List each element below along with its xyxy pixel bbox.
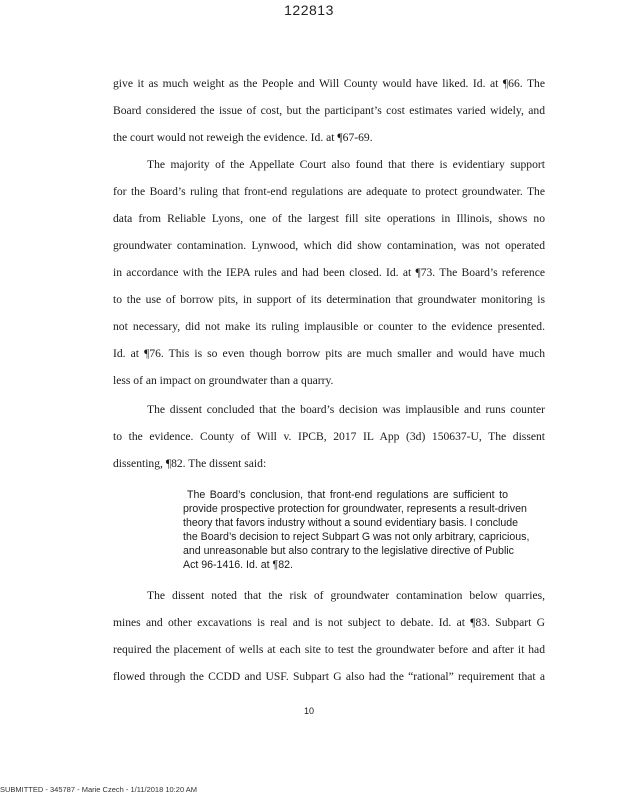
document-number: 122813 — [284, 2, 334, 18]
paragraph-line: Board considered the issue of cost, but the participant’s cost estimates varied widely, and — [113, 104, 545, 117]
paragraph-line: flowed through the CCDD and USF. Subpart G also had the “rational” requirement that a — [113, 670, 545, 683]
block-quote-line: theory that favors industry without a sound evidentiary basis. I conclude — [183, 517, 519, 529]
paragraph-line: required the placement of wells at each site to test the groundwater before and after it had — [113, 643, 545, 656]
paragraph-line: give it as much weight as the People and Will County would have liked. Id. at ¶66. The — [113, 77, 545, 90]
paragraph-line: Id. at ¶76. This is so even though borrow pits are much smaller and would have much — [113, 347, 545, 360]
paragraph-line: groundwater contamination. Lynwood, which did show contamination, was not operated — [113, 239, 545, 252]
submission-stamp: SUBMITTED - 345787 - Marie Czech - 1/11/2018 10:20 AM — [0, 785, 198, 794]
paragraph-line: less of an impact on groundwater than a quarry. — [113, 374, 334, 387]
block-quote-line: and unreasonable but also contrary to the legislative directive of Public — [183, 545, 514, 557]
paragraph-line: dissenting, ¶82. The dissent said: — [113, 457, 267, 470]
block-quote-line: provide prospective protection for groundwater, represents a result-driven — [183, 503, 527, 515]
paragraph-line: The majority of the Appellate Court also found that there is evidentiary support — [147, 158, 545, 171]
paragraph-line: The dissent noted that the risk of groundwater contamination below quarries, — [147, 589, 545, 602]
paragraph-line: for the Board’s ruling that front-end regulations are adequate to protect groundwater. The — [113, 185, 545, 198]
paragraph-line: to the use of borrow pits, in support of its determination that groundwater monitoring is — [113, 293, 545, 306]
paragraph-line: to the evidence. County of Will v. IPCB, 2017 IL App (3d) 150637-U, The dissent — [113, 430, 545, 443]
paragraph-line: The dissent concluded that the board’s decision was implausible and runs counter — [147, 403, 545, 416]
block-quote-line: the Board’s decision to reject Subpart G was not only arbitrary, capricious, — [183, 531, 530, 543]
page-number: 10 — [303, 706, 314, 716]
paragraph-line: not necessary, did not make its ruling implausible or counter to the evidence presented. — [113, 320, 545, 333]
block-quote-line: Act 96-1416. Id. at ¶82. — [183, 559, 293, 571]
paragraph-line: in accordance with the IEPA rules and had been closed. Id. at ¶73. The Board’s reference — [113, 266, 545, 279]
block-quote-line: The Board’s conclusion, that front-end regulations are sufficient to — [187, 489, 508, 501]
paragraph-line: the court would not reweigh the evidence. Id. at ¶67-69. — [113, 131, 373, 144]
paragraph-line: data from Reliable Lyons, one of the largest fill site operations in Illinois, shows no — [113, 212, 545, 225]
paragraph-line: mines and other excavations is real and is not subject to debate. Id. at ¶83. Subpart G — [113, 616, 545, 629]
